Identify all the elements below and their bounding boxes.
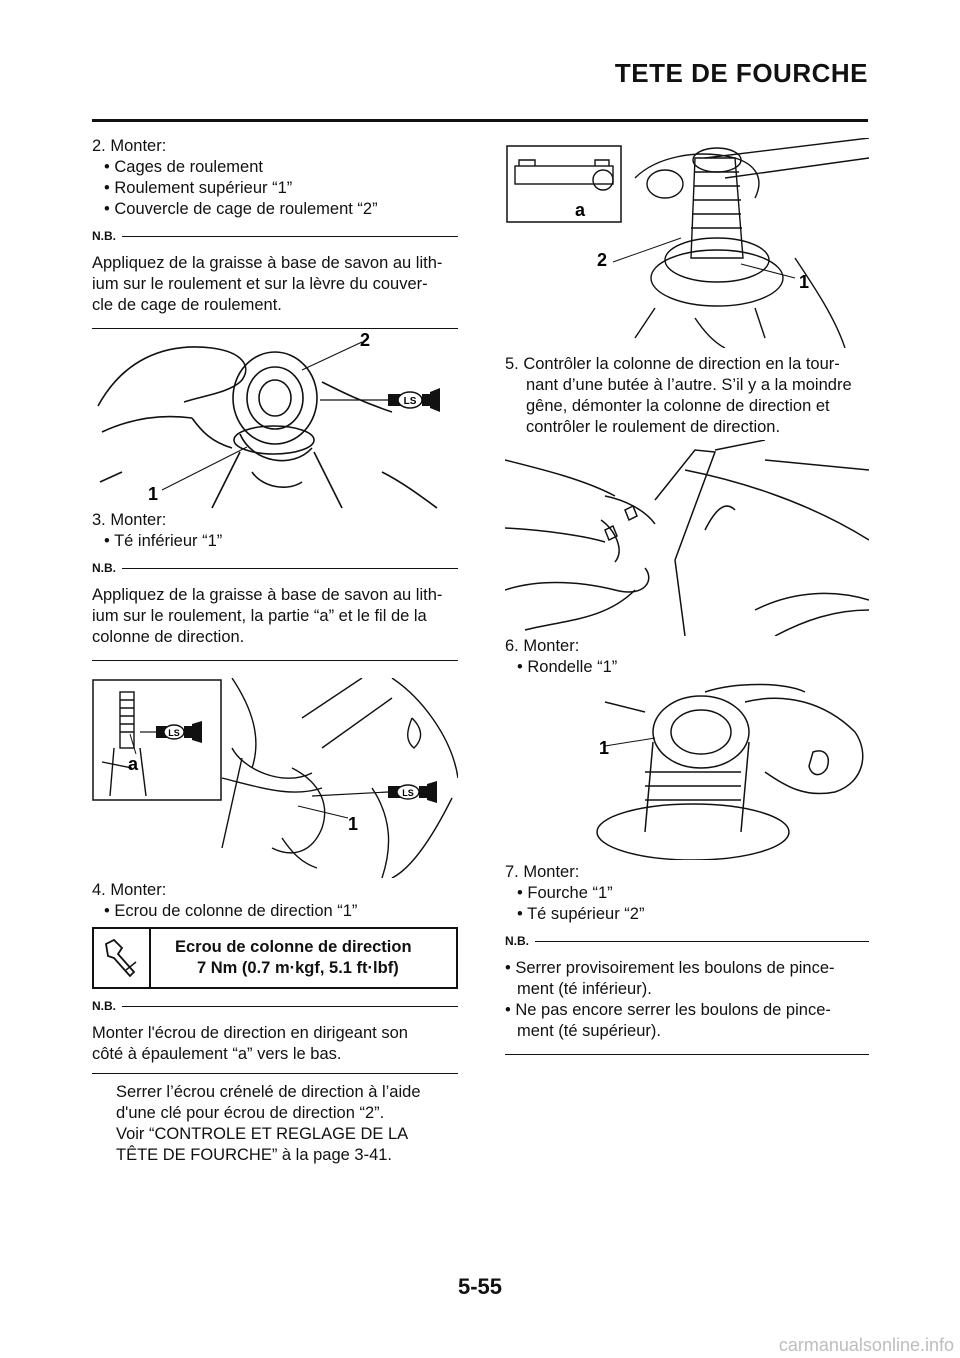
- nb-text: Monter l'écrou de direction en dirigeant son côté à épaulement “a” vers le bas.: [92, 1024, 408, 1063]
- ls-label: LS: [403, 396, 417, 407]
- page-number: 5-55: [457, 1274, 503, 1299]
- step-5: 5. Contrôler la colonne de direction en la tour- nant d’une butée à l’autre. S’il y a la moindre gêne, démonter la colonne de direction et contrôler le roulement de direction.: [505, 355, 852, 436]
- left-column-3: [92, 880, 458, 922]
- bullet-item: • Ecrou de colonne de direction “1”: [104, 902, 358, 920]
- spec-text: [151, 929, 456, 987]
- right-column-3: [505, 862, 869, 1055]
- bullet-item: • Cages de roulement: [104, 158, 263, 176]
- step-4: 4. Monter:: [92, 881, 167, 899]
- figure-callout-2: 2: [360, 330, 371, 350]
- step-3: 3. Monter:: [92, 511, 167, 529]
- divider: [92, 660, 458, 661]
- step-2: 2. Monter:: [92, 137, 167, 155]
- washer-install-figure: [505, 682, 869, 860]
- spec-value: 7 Nm (0.7 m·kgf, 5.1 ft·lbf): [197, 959, 399, 977]
- page-title: TETE DE FOURCHE: [614, 58, 868, 88]
- left-column-4: [92, 990, 458, 1166]
- bullet-item: • Fourche “1”: [517, 884, 613, 902]
- bullet-item: • Té inférieur “1”: [104, 532, 223, 550]
- right-column-1: [505, 354, 869, 438]
- nb-heading: N.B.: [92, 996, 458, 1017]
- step-6: 6. Monter:: [505, 637, 580, 655]
- instruction-text: Serrer l’écrou crénelé de direction à l’aide d'une clé pour écrou de direction “2”. Voir “CONTROLE ET REGLAGE DE LA TÊTE DE FOURCHE” à la page 3-41.: [116, 1083, 421, 1164]
- bullet-item: • Couvercle de cage de roulement “2”: [104, 200, 378, 218]
- bullet-item: • Rondelle “1”: [517, 658, 618, 676]
- bullet-item: • Roulement supérieur “1”: [104, 179, 293, 197]
- bearing-grease-figure: [92, 322, 458, 512]
- figure-callout-2: 2: [597, 250, 608, 270]
- figure-callout-1: 1: [348, 814, 359, 834]
- bearing-install-figure: [505, 138, 869, 348]
- nb-text: • Serrer provisoirement les boulons de pince- ment (té inférieur). • Ne pas encore serrer les boulons de pince- ment (té supérieur).: [505, 959, 835, 1040]
- nb-heading: N.B.: [92, 226, 458, 247]
- watermark: carmanualsonline.info: [778, 1335, 954, 1355]
- spec-title: Ecrou de colonne de direction: [175, 938, 412, 956]
- step-7: 7. Monter:: [505, 863, 580, 881]
- steering-check-figure: [505, 440, 869, 636]
- bullet-item: • Té supérieur “2”: [517, 905, 645, 923]
- left-column: [92, 136, 458, 329]
- nb-heading: N.B.: [505, 931, 869, 952]
- divider: [92, 1073, 458, 1074]
- left-column-2: [92, 510, 458, 661]
- header-rule: [92, 119, 868, 122]
- figure-callout-1: 1: [148, 484, 159, 504]
- nb-heading: N.B.: [92, 558, 458, 579]
- figure-callout-1: 1: [599, 738, 610, 758]
- figure-callout-a: a: [128, 754, 139, 774]
- figure-callout-a: a: [575, 200, 586, 220]
- torque-spec-box: [92, 927, 458, 989]
- figure-callout-1: 1: [799, 272, 810, 292]
- torque-wrench-icon: [94, 929, 151, 987]
- right-column-2: [505, 636, 869, 678]
- ls-label: LS: [168, 728, 180, 738]
- divider: [505, 1054, 869, 1055]
- nb-text: Appliquez de la graisse à base de savon au lith- ium sur le roulement et sur la lèvre du couver- cle de cage de roulement.: [92, 254, 443, 314]
- ls-label: LS: [402, 788, 414, 798]
- nb-text: Appliquez de la graisse à base de savon au lith- ium sur le roulement, la partie “a” et le fil de la colonne de direction.: [92, 586, 443, 646]
- lower-bracket-figure: [92, 678, 458, 878]
